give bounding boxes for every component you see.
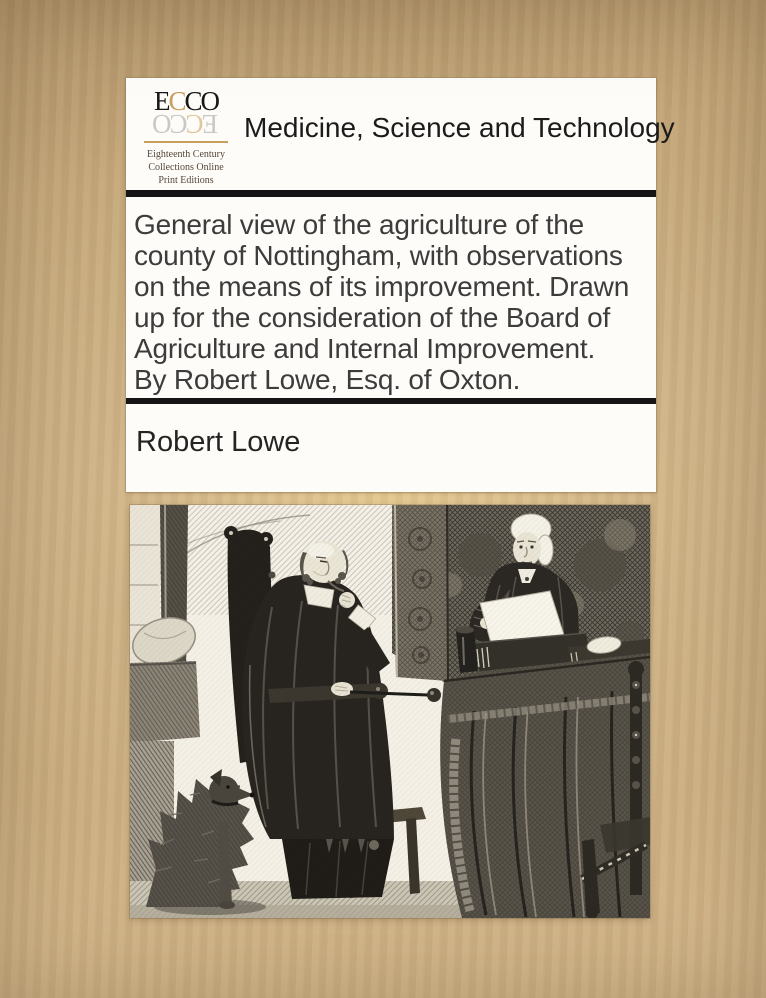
book-author: Robert Lowe — [136, 426, 301, 458]
logo-letter-gold: C — [168, 86, 185, 116]
logo-tagline-line: Print Editions — [158, 175, 214, 186]
logo-letter: E — [153, 86, 169, 116]
header-divider — [126, 190, 656, 197]
ecco-logo-reflection — [140, 110, 232, 137]
ecco-logo — [140, 88, 232, 187]
cover-illustration — [130, 505, 650, 918]
book-title-line: county of Nottingham, with observations — [134, 240, 623, 271]
logo-letter: O — [200, 86, 219, 116]
title-card — [126, 78, 675, 492]
book-title — [126, 197, 656, 398]
logo-tagline-line: Eighteenth Century — [146, 149, 226, 160]
book-title-line: on the means of its improvement. Drawn — [134, 271, 630, 302]
logo-underline — [144, 141, 228, 143]
logo-letter: C — [171, 109, 188, 139]
logo-letter: E — [203, 109, 219, 139]
logo-tagline-line: Collections Online — [148, 162, 224, 173]
logo-letter: O — [153, 109, 172, 139]
book-title-line: By Robert Lowe, Esq. of Oxton. — [134, 364, 521, 395]
book-title-line: Agriculture and Internal Improvement. — [134, 333, 596, 364]
book-title-line: up for the consideration of the Board of — [134, 302, 611, 333]
engraving-scene — [130, 505, 650, 918]
logo-letter: C — [184, 86, 201, 116]
publisher-header — [126, 78, 675, 190]
logo-tagline — [140, 148, 232, 187]
logo-letter-gold: C — [187, 109, 204, 139]
book-title-line: General view of the agriculture of the — [134, 209, 584, 240]
author-section — [126, 404, 656, 459]
collection-category-title: Medicine, Science and Technology — [244, 112, 675, 143]
